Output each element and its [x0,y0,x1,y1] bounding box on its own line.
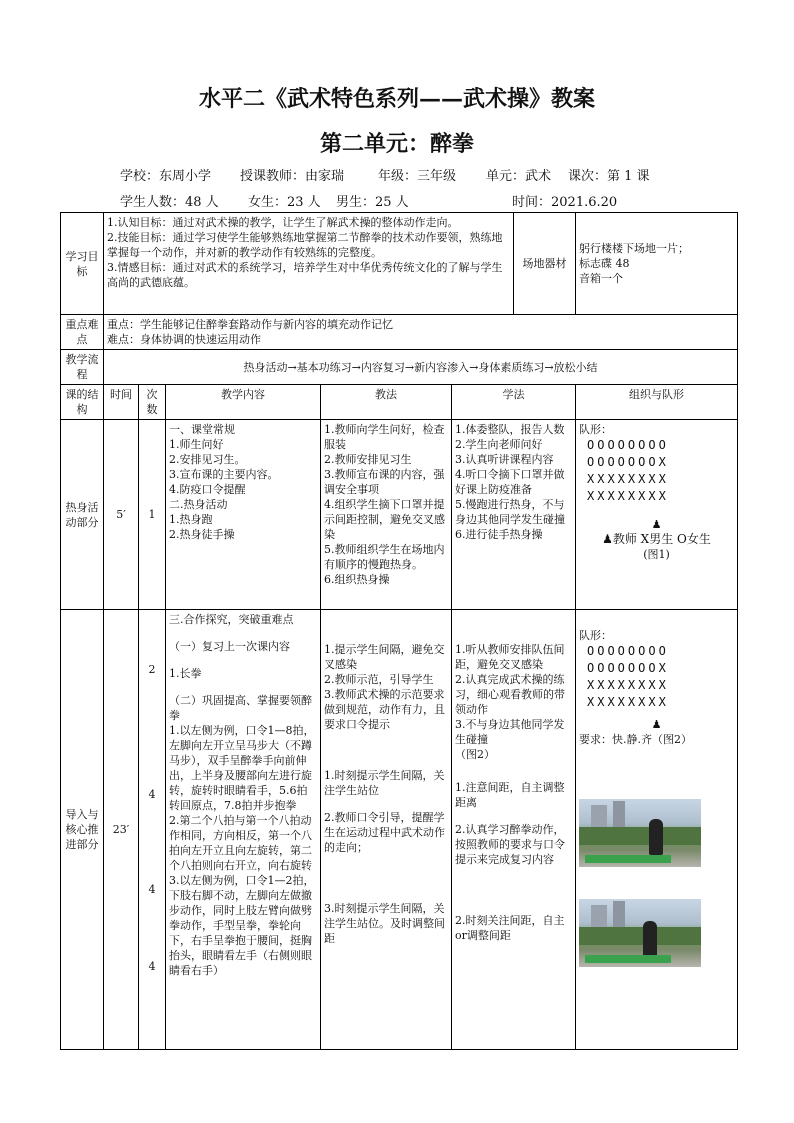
formation-row: OOOOOOOX [587,661,669,675]
formation-row: XXXXXXXX [587,695,669,709]
learning-line: 1.体委整队，报告人数 [455,423,565,436]
flow-label: 教学流程 [61,350,104,385]
header-organization: 组织与队形 [576,385,738,420]
core-organization [576,610,738,1050]
core-time: 23′ [104,610,139,1050]
venue-cell [576,213,738,315]
venue-item: 标志碟 48 [579,257,630,270]
warmup-time: 5′ [104,420,139,610]
method-line: 4.组织学生摘下口罩并提示间距控制，避免交叉感染 [324,498,445,541]
keypoint-item: 难点：身体协调的快速运用动作 [107,333,261,346]
method-line: 3.教师武术操的示范要求做到规范，动作有力，且要求口令提示 [324,688,445,731]
core-content [166,610,321,1050]
method-line: 5.教师组织学生在场地内有顺序的慢跑热身。 [324,543,445,571]
core-counts [139,610,166,1050]
learning-line: 1.注意间距，自主调整距离 [455,781,565,809]
demonstration-photo [579,799,701,867]
content-line: （二）巩固提高、掌握要领醉拳 [169,694,312,722]
formation-row: XXXXXXXX [587,678,669,692]
warmup-learning [452,420,576,610]
core-method [321,610,452,1050]
warmup-method [321,420,452,610]
objective-item: 3.情感目标：通过对武术的系统学习，培养学生对中华优秀传统文化的了解与学生高尚的武德底蕴。 [107,261,503,289]
method-line: 2.教师安排见习生 [324,453,412,466]
header-learning: 学法 [452,385,576,420]
info-time: 时间：2021.6.20 [512,195,618,210]
count-value: 4 [148,960,156,973]
warmup-content [166,420,321,610]
venue-item: 音箱一个 [579,272,623,285]
content-line: 2.热身徒手操 [169,528,235,541]
info-school: 学校：东周小学 [120,169,212,184]
demonstration-photo [579,899,701,967]
figure-caption: (图1) [643,548,670,561]
method-line: 1.时刻提示学生间隔，关注学生站位 [324,769,445,797]
info-students: 学生人数：48 人 [120,195,219,210]
info-unit: 单元：武术 [486,169,552,184]
teacher-icon: ♟ [651,518,662,531]
page-subtitle: 第二单元：醉拳 [319,131,474,157]
method-line: 6.组织热身操 [324,573,390,586]
info-lesson: 课次：第 1 课 [568,169,650,184]
formation-row: OOOOOOOO [587,438,669,452]
content-line: 1.以左侧为例，口令1—8拍，左脚向左开立呈马步大（不蹲马步），双手呈醉拳手向前伸出，上半身及腰部向左进行旋转，旋转时眼睛看手，5.6拍转回原点，7.8拍并步抱拳 [169,724,315,812]
warmup-count: 1 [139,420,166,610]
content-line: 1.师生问好 [169,438,224,451]
objectives-cell [104,213,514,315]
flow-text: 热身活动→基本功练习→内容复习→新内容渗入→身体素质练习→放松小结 [104,350,738,385]
content-line: 4.防疫口令提醒 [169,483,246,496]
content-line: 二.热身活动 [169,498,228,511]
formation-row: XXXXXXXX [587,472,669,486]
venue-label: 场地器材 [514,213,576,315]
venue-item: 躬行楼楼下场地一片； [579,242,689,255]
learning-line: （图2） [455,748,495,761]
learning-line: 6.进行徒手热身操 [455,528,543,541]
method-line: 2.教师示范，引导学生 [324,673,434,686]
learning-line: 2.时刻关注间距，自主or调整间距 [455,914,565,942]
content-line: 3.宣布课的主要内容。 [169,468,279,481]
learning-line: 3.不与身边其他同学发生碰撞 [455,718,565,746]
formation-label: 队形： [579,629,612,642]
info-male: 男生：25 人 [336,195,409,210]
core-structure: 导入与核心推进部分 [61,610,104,1050]
count-value: 4 [148,883,156,896]
formation-row: OOOOOOOO [587,644,669,658]
teacher-icon: ♟ [651,718,662,731]
objective-item: 2.技能目标：通过学习使学生能够熟练地掌握第二节醉拳的技术动作要领，熟练地掌握每一个动作，并对新的教学动作有较熟练的完整度。 [107,231,503,259]
requirement-text: 要求：快.静.齐（图2） [579,733,692,746]
keypoints-label: 重点难点 [61,315,104,350]
formation-row: XXXXXXXX [587,489,669,503]
core-learning [452,610,576,1050]
method-line: 3.时刻提示学生间隔，关注学生站位。及时调整间距 [324,902,445,945]
formation-label: 队形： [579,423,612,436]
learning-line: 2.认真完成武术操的练习，细心观看教师的带领动作 [455,673,565,716]
header-content: 教学内容 [166,385,321,420]
learning-line: 1.听从教师安排队伍间距，避免交叉感染 [455,643,565,671]
method-line: 1.教师向学生问好，检查服装 [324,423,445,451]
warmup-structure: 热身活动部分 [61,420,104,610]
learning-line: 4.听口令摘下口罩并做好课上防疫准备 [455,468,565,496]
learning-line: 2.学生向老师问好 [455,438,543,451]
method-line: 1.提示学生间隔，避免交叉感染 [324,643,445,671]
method-line: 2.教师口令引导，提醒学生在运动过程中武术动作的走向； [324,811,445,854]
content-line: （一）复习上一次课内容 [169,640,290,653]
page-title: 水平二《武术特色系列——武术操》教案 [198,86,595,112]
keypoint-item: 重点：学生能够记住醉拳套路动作与新内容的填充动作记忆 [107,318,393,331]
warmup-organization [576,420,738,610]
header-method: 教法 [321,385,452,420]
content-line: 1.热身跑 [169,513,213,526]
count-value: 4 [148,788,156,801]
count-value: 2 [148,663,156,676]
info-teacher: 授课教师：由家瑞 [240,169,345,184]
header-time: 时间 [104,385,139,420]
header-structure: 课的结构 [61,385,104,420]
learning-line: 5.慢跑进行热身，不与身边其他同学发生碰撞 [455,498,565,526]
info-grade: 年级：三年级 [378,169,457,184]
method-line: 3.教师宣布课的内容，强调安全事项 [324,468,445,496]
objectives-label: 学习目标 [61,213,104,315]
header-count: 次数 [139,385,166,420]
learning-line: 3.认真听讲课程内容 [455,453,554,466]
learning-line: 2.认真学习醉拳动作，按照教师的要求与口令提示来完成复习内容 [455,823,565,866]
content-line: 2.安排见习生。 [169,453,246,466]
formation-legend: ♟教师 X男生 O女生 [602,532,711,546]
formation-row: OOOOOOOX [587,455,669,469]
lesson-plan-table [60,212,738,1050]
content-line: 1.长拳 [169,667,202,680]
info-female: 女生：23 人 [248,195,321,210]
keypoints-cell [104,315,738,350]
content-line: 三.合作探究，突破重难点 [169,613,294,626]
content-line: 3.以左侧为例，口令1—2拍，下肢右脚不动，左脚向左做撤步动作，同时上肢左臂向做劈拳动作，手型呈拳，拳轮向下，右手呈拳抱于腰间，挺胸抬头，眼睛看左手（右侧则眼睛看右手） [169,874,315,977]
content-line: 一、课堂常规 [169,423,235,436]
content-line: 2.第二个八拍与第一个八拍动作相同，方向相反，第一个八拍向左开立且向左旋转，第二个八拍则向右开立，向右旋转 [169,814,312,872]
objective-item: 1.认知目标：通过对武术操的教学，让学生了解武术操的整体动作走向。 [107,216,459,229]
